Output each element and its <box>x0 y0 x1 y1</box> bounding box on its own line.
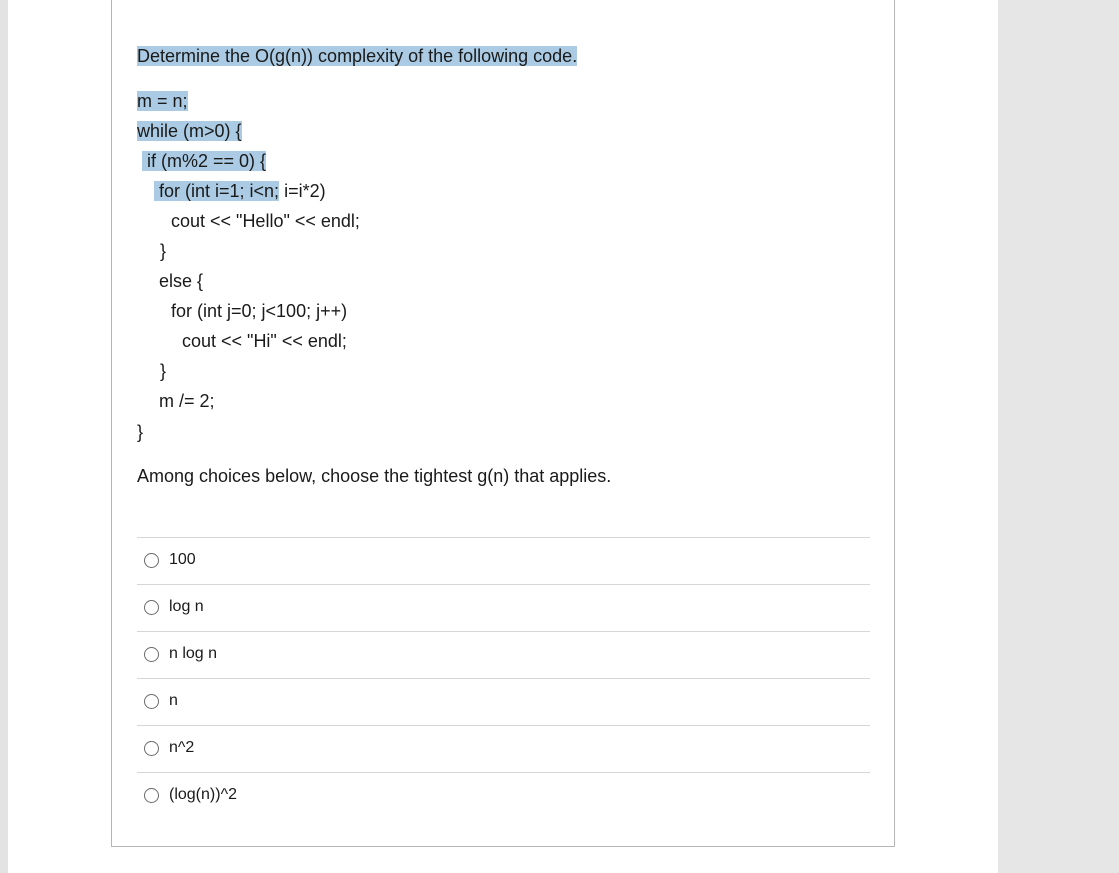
code-line-5 <box>171 210 360 232</box>
option-log-n-squared-radio[interactable] <box>144 788 159 803</box>
code-line-3 <box>142 150 266 172</box>
code-line-1-text: m = n; <box>137 91 188 111</box>
option-log-n-label[interactable]: log n <box>169 598 204 615</box>
option-100[interactable] <box>137 537 870 584</box>
code-line-10 <box>160 360 166 382</box>
right-side-panel <box>998 0 1119 873</box>
option-log-n-radio[interactable] <box>144 600 159 615</box>
code-line-11 <box>159 390 215 412</box>
code-line-4-text: for (int i=1; i<n; <box>154 181 279 201</box>
code-line-2-text: while (m>0) { <box>137 121 242 141</box>
code-line-10-text: } <box>160 361 167 381</box>
question-prompt-text: Determine the O(g(n)) complexity of the following code. <box>137 46 578 66</box>
option-100-label[interactable]: 100 <box>169 551 196 568</box>
question-instruction <box>137 465 611 487</box>
option-n-squared-label[interactable]: n^2 <box>169 739 195 756</box>
code-line-12-text: } <box>137 422 144 442</box>
option-100-radio[interactable] <box>144 553 159 568</box>
option-n-log-n-radio[interactable] <box>144 647 159 662</box>
question-instruction-text: Among choices below, choose the tightest g(n) that applies. <box>137 466 612 486</box>
code-line-6 <box>160 240 166 262</box>
option-n-squared-radio[interactable] <box>144 741 159 756</box>
code-line-9-text: cout << "Hi" << endl; <box>182 331 347 351</box>
option-log-n-squared[interactable] <box>137 772 870 819</box>
code-line-4 <box>154 180 326 202</box>
code-line-6-text: } <box>160 241 167 261</box>
left-gutter <box>0 0 8 873</box>
code-line-2 <box>137 120 242 142</box>
answer-options <box>137 537 870 819</box>
code-line-7-text: else { <box>159 271 204 291</box>
code-line-1 <box>137 90 188 112</box>
code-line-11-text: m /= 2; <box>159 391 215 411</box>
option-n-log-n[interactable] <box>137 631 870 678</box>
code-line-3-text: if (m%2 == 0) { <box>142 151 267 171</box>
question-prompt <box>137 45 577 67</box>
code-line-5-text: cout << "Hello" << endl; <box>171 211 360 231</box>
option-n-squared[interactable] <box>137 725 870 772</box>
option-log-n-squared-label[interactable]: (log(n))^2 <box>169 786 237 803</box>
option-log-n[interactable] <box>137 584 870 631</box>
code-line-9 <box>182 330 347 352</box>
code-line-12 <box>137 421 143 443</box>
code-line-8-text: for (int j=0; j<100; j++) <box>171 301 348 321</box>
code-line-4-rest: i=i*2) <box>279 181 326 201</box>
code-line-8 <box>171 300 347 322</box>
option-n-log-n-label[interactable]: n log n <box>169 645 218 662</box>
option-n[interactable] <box>137 678 870 725</box>
option-n-radio[interactable] <box>144 694 159 709</box>
option-n-label[interactable]: n <box>169 692 178 709</box>
code-line-7 <box>159 270 203 292</box>
